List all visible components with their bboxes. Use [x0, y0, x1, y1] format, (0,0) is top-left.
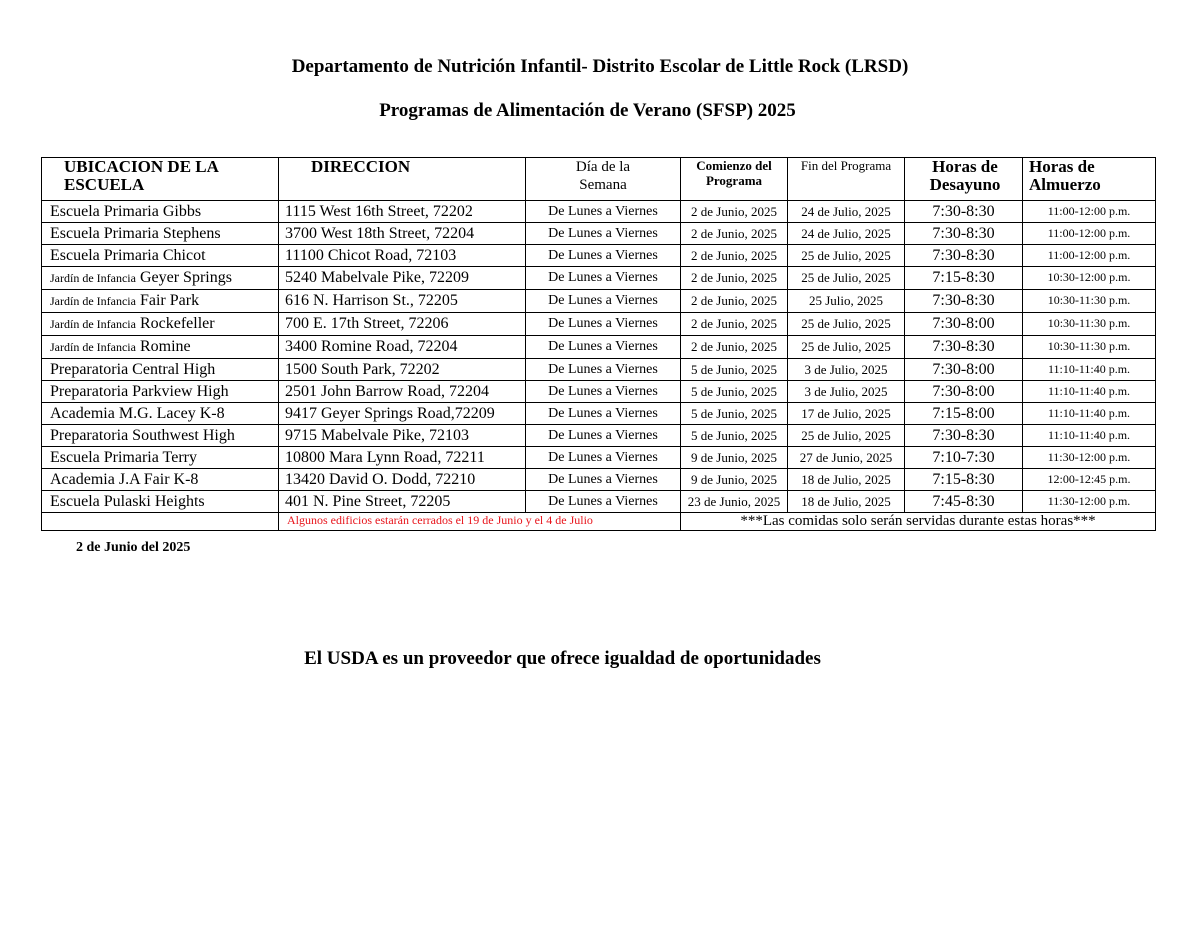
- closure-note: Algunos edificios estarán cerrados el 19 de Junio y el 4 de Julio: [279, 513, 681, 531]
- end-date-cell: 25 de Julio, 2025: [788, 336, 905, 359]
- end-date-cell: 18 de Julio, 2025: [788, 469, 905, 491]
- address-cell: 5240 Mabelvale Pike, 72209: [279, 267, 526, 290]
- school-name: Escuela Pulaski Heights: [50, 493, 205, 510]
- address-cell: 401 N. Pine Street, 72205: [279, 491, 526, 513]
- school-name: Academia M.G. Lacey K-8: [50, 405, 225, 422]
- end-date-cell: 24 de Julio, 2025: [788, 223, 905, 245]
- start-date-cell: 5 de Junio, 2025: [681, 359, 788, 381]
- address-cell: 2501 John Barrow Road, 72204: [279, 381, 526, 403]
- start-date-cell: 2 de Junio, 2025: [681, 201, 788, 223]
- school-cell: [42, 381, 279, 403]
- school-cell: [42, 403, 279, 425]
- start-date-cell: 2 de Junio, 2025: [681, 290, 788, 313]
- table-row: [42, 447, 1156, 469]
- schedule-table: [41, 157, 1156, 531]
- school-cell: [42, 359, 279, 381]
- address-cell: 1500 South Park, 72202: [279, 359, 526, 381]
- school-cell: [42, 425, 279, 447]
- day-cell: De Lunes a Viernes: [526, 290, 681, 313]
- table-row: [42, 381, 1156, 403]
- school-prefix: Jardín de Infancia: [50, 294, 136, 308]
- school-name: Romine: [139, 338, 191, 355]
- breakfast-hours-cell: 7:30-8:30: [905, 290, 1023, 313]
- school-cell: [42, 201, 279, 223]
- school-name: Geyer Springs: [139, 269, 232, 286]
- end-date-cell: 17 de Julio, 2025: [788, 403, 905, 425]
- table-row: [42, 201, 1156, 223]
- column-header-breakfast: Horas de Desayuno: [905, 158, 1023, 201]
- end-date-cell: 25 Julio, 2025: [788, 290, 905, 313]
- column-header-start: Comienzo del Programa: [681, 158, 788, 201]
- address-cell: 616 N. Harrison St., 72205: [279, 290, 526, 313]
- school-cell: [42, 447, 279, 469]
- school-prefix: Jardín de Infancia: [50, 317, 136, 331]
- day-cell: De Lunes a Viernes: [526, 267, 681, 290]
- breakfast-hours-cell: 7:30-8:30: [905, 425, 1023, 447]
- lunch-hours-cell: 11:00-12:00 p.m.: [1023, 201, 1156, 223]
- start-date-cell: 5 de Junio, 2025: [681, 403, 788, 425]
- address-cell: 13420 David O. Dodd, 72210: [279, 469, 526, 491]
- address-cell: 10800 Mara Lynn Road, 72211: [279, 447, 526, 469]
- breakfast-hours-cell: 7:30-8:00: [905, 313, 1023, 336]
- school-cell: [42, 313, 279, 336]
- table-row: [42, 336, 1156, 359]
- breakfast-hours-cell: 7:10-7:30: [905, 447, 1023, 469]
- start-date-cell: 9 de Junio, 2025: [681, 447, 788, 469]
- lunch-hours-cell: 11:30-12:00 p.m.: [1023, 491, 1156, 513]
- end-date-cell: 25 de Julio, 2025: [788, 267, 905, 290]
- column-header-day: Día de la Semana: [526, 158, 681, 201]
- address-cell: 3400 Romine Road, 72204: [279, 336, 526, 359]
- end-date-cell: 3 de Julio, 2025: [788, 381, 905, 403]
- column-header-school: UBICACION DE LA ESCUELA: [42, 158, 279, 201]
- school-name: Escuela Primaria Terry: [50, 449, 197, 466]
- document-subtitle: Programas de Alimentación de Verano (SFSP) 2025: [379, 100, 796, 121]
- school-prefix: Jardín de Infancia: [50, 271, 136, 285]
- school-cell: [42, 290, 279, 313]
- address-cell: 1115 West 16th Street, 72202: [279, 201, 526, 223]
- document-date: 2 de Junio del 2025: [76, 540, 191, 555]
- start-date-cell: 2 de Junio, 2025: [681, 267, 788, 290]
- school-prefix: Jardín de Infancia: [50, 340, 136, 354]
- lunch-hours-cell: 10:30-11:30 p.m.: [1023, 290, 1156, 313]
- school-name: Escuela Primaria Chicot: [50, 247, 206, 264]
- table-row: [42, 267, 1156, 290]
- column-header-lunch: Horas de Almuerzo: [1023, 158, 1156, 201]
- breakfast-hours-cell: 7:15-8:30: [905, 267, 1023, 290]
- lunch-hours-cell: 10:30-11:30 p.m.: [1023, 336, 1156, 359]
- school-name: Preparatoria Southwest High: [50, 427, 235, 444]
- table-row: [42, 313, 1156, 336]
- breakfast-hours-cell: 7:45-8:30: [905, 491, 1023, 513]
- school-cell: [42, 267, 279, 290]
- school-name: Escuela Primaria Stephens: [50, 225, 221, 242]
- table-row: [42, 245, 1156, 267]
- start-date-cell: 9 de Junio, 2025: [681, 469, 788, 491]
- address-cell: 3700 West 18th Street, 72204: [279, 223, 526, 245]
- lunch-hours-cell: 11:10-11:40 p.m.: [1023, 425, 1156, 447]
- table-row: [42, 290, 1156, 313]
- day-cell: De Lunes a Viernes: [526, 245, 681, 267]
- breakfast-hours-cell: 7:30-8:30: [905, 223, 1023, 245]
- start-date-cell: 2 de Junio, 2025: [681, 245, 788, 267]
- day-cell: De Lunes a Viernes: [526, 313, 681, 336]
- table-note-row: [42, 513, 1156, 531]
- address-cell: 700 E. 17th Street, 72206: [279, 313, 526, 336]
- day-cell: De Lunes a Viernes: [526, 491, 681, 513]
- table-row: [42, 359, 1156, 381]
- document-title: Departamento de Nutrición Infantil- Distrito Escolar de Little Rock (LRSD): [291, 56, 909, 77]
- day-cell: De Lunes a Viernes: [526, 359, 681, 381]
- breakfast-hours-cell: 7:30-8:30: [905, 336, 1023, 359]
- school-name: Fair Park: [139, 292, 200, 309]
- start-date-cell: 2 de Junio, 2025: [681, 336, 788, 359]
- column-header-address: DIRECCION: [279, 158, 526, 201]
- day-cell: De Lunes a Viernes: [526, 469, 681, 491]
- end-date-cell: 25 de Julio, 2025: [788, 425, 905, 447]
- start-date-cell: 23 de Junio, 2025: [681, 491, 788, 513]
- school-name: Preparatoria Parkview High: [50, 383, 229, 400]
- table-row: [42, 425, 1156, 447]
- table-header-row: [42, 158, 1156, 201]
- lunch-hours-cell: 11:10-11:40 p.m.: [1023, 381, 1156, 403]
- table-row: [42, 491, 1156, 513]
- day-cell: De Lunes a Viernes: [526, 425, 681, 447]
- address-cell: 9715 Mabelvale Pike, 72103: [279, 425, 526, 447]
- end-date-cell: 27 de Junio, 2025: [788, 447, 905, 469]
- end-date-cell: 25 de Julio, 2025: [788, 245, 905, 267]
- lunch-hours-cell: 11:00-12:00 p.m.: [1023, 223, 1156, 245]
- empty-cell: [42, 513, 279, 531]
- start-date-cell: 5 de Junio, 2025: [681, 425, 788, 447]
- table-row: [42, 469, 1156, 491]
- school-cell: [42, 245, 279, 267]
- lunch-hours-cell: 11:10-11:40 p.m.: [1023, 403, 1156, 425]
- end-date-cell: 24 de Julio, 2025: [788, 201, 905, 223]
- day-cell: De Lunes a Viernes: [526, 381, 681, 403]
- address-cell: 9417 Geyer Springs Road,72209: [279, 403, 526, 425]
- start-date-cell: 5 de Junio, 2025: [681, 381, 788, 403]
- school-name: Rockefeller: [139, 315, 215, 332]
- day-cell: De Lunes a Viernes: [526, 223, 681, 245]
- breakfast-hours-cell: 7:15-8:00: [905, 403, 1023, 425]
- school-name: Academia J.A Fair K-8: [50, 471, 199, 488]
- breakfast-hours-cell: 7:30-8:30: [905, 245, 1023, 267]
- address-cell: 11100 Chicot Road, 72103: [279, 245, 526, 267]
- column-header-end: Fin del Programa: [788, 158, 905, 201]
- lunch-hours-cell: 11:30-12:00 p.m.: [1023, 447, 1156, 469]
- lunch-hours-cell: 11:00-12:00 p.m.: [1023, 245, 1156, 267]
- day-cell: De Lunes a Viernes: [526, 447, 681, 469]
- start-date-cell: 2 de Junio, 2025: [681, 313, 788, 336]
- school-cell: [42, 491, 279, 513]
- end-date-cell: 3 de Julio, 2025: [788, 359, 905, 381]
- table-row: [42, 403, 1156, 425]
- day-cell: De Lunes a Viernes: [526, 201, 681, 223]
- breakfast-hours-cell: 7:30-8:30: [905, 201, 1023, 223]
- school-cell: [42, 469, 279, 491]
- hours-note: ***Las comidas solo serán servidas durante estas horas***: [681, 513, 1156, 531]
- table-row: [42, 223, 1156, 245]
- lunch-hours-cell: 11:10-11:40 p.m.: [1023, 359, 1156, 381]
- lunch-hours-cell: 12:00-12:45 p.m.: [1023, 469, 1156, 491]
- breakfast-hours-cell: 7:30-8:00: [905, 381, 1023, 403]
- school-name: Escuela Primaria Gibbs: [50, 203, 202, 220]
- day-cell: De Lunes a Viernes: [526, 336, 681, 359]
- end-date-cell: 25 de Julio, 2025: [788, 313, 905, 336]
- start-date-cell: 2 de Junio, 2025: [681, 223, 788, 245]
- school-name: Preparatoria Central High: [50, 361, 216, 378]
- end-date-cell: 18 de Julio, 2025: [788, 491, 905, 513]
- day-cell: De Lunes a Viernes: [526, 403, 681, 425]
- breakfast-hours-cell: 7:15-8:30: [905, 469, 1023, 491]
- school-cell: [42, 223, 279, 245]
- breakfast-hours-cell: 7:30-8:00: [905, 359, 1023, 381]
- usda-statement: El USDA es un proveedor que ofrece igualdad de oportunidades: [304, 648, 821, 669]
- lunch-hours-cell: 10:30-12:00 p.m.: [1023, 267, 1156, 290]
- lunch-hours-cell: 10:30-11:30 p.m.: [1023, 313, 1156, 336]
- school-cell: [42, 336, 279, 359]
